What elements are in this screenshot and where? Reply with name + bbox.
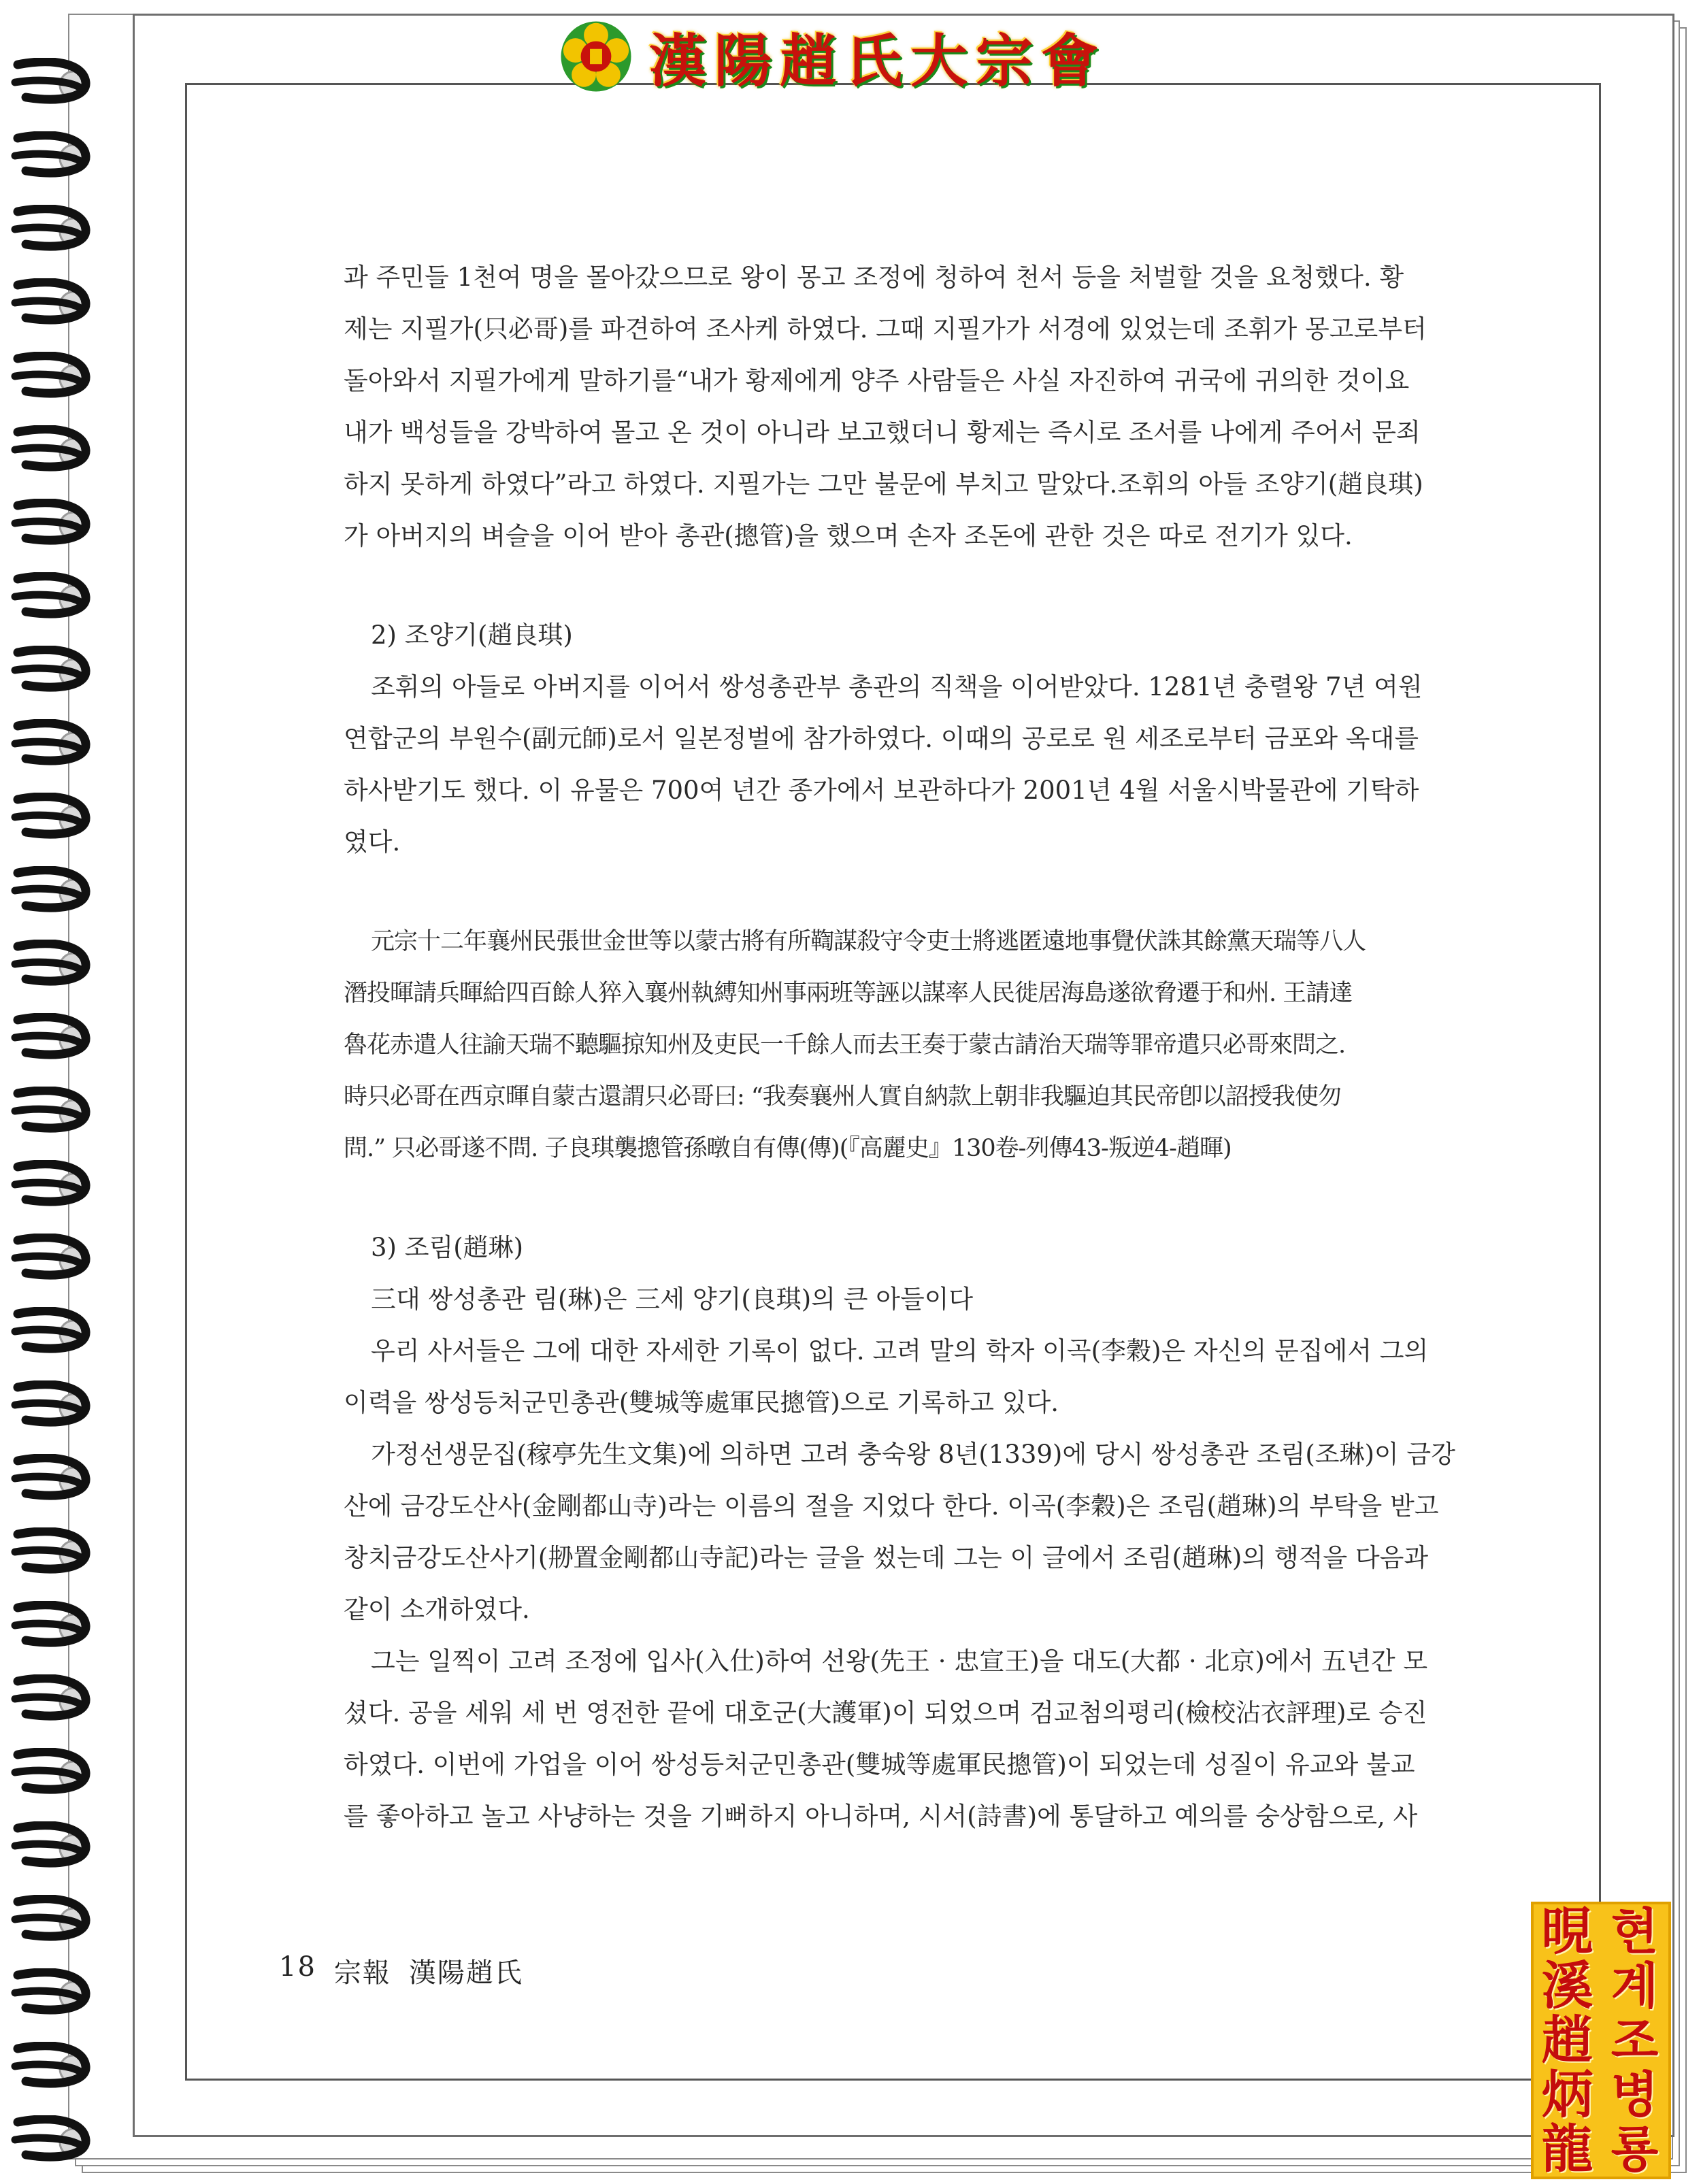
paragraph [344, 661, 1493, 868]
text-line: 조휘의 아들로 아버지를 이어서 쌍성총관부 총관의 직책을 이어받았다. 1281년 충렬왕 7년 여원 [371, 672, 1423, 701]
spiral-ring [5, 1160, 94, 1208]
spiral-ring [5, 1234, 94, 1281]
spiral-binding [0, 58, 102, 2181]
page-number: 18 [279, 1951, 316, 1983]
spiral-ring [5, 1674, 94, 1722]
text-line: 산에 금강도산사(金剛都山寺)라는 이름의 절을 지었다 한다. 이곡(李穀)은 조림(趙琳)의 부탁을 받고 [344, 1491, 1439, 1521]
clan-emblem-icon [558, 18, 634, 95]
spiral-ring [5, 1307, 94, 1355]
page-header [558, 19, 1211, 94]
seal-char: 龍 [1541, 2119, 1593, 2179]
seal-char: 조 [1611, 2012, 1659, 2069]
spiral-ring [5, 1895, 94, 1942]
seal-char: 趙 [1541, 2010, 1593, 2070]
seal-char: 溪 [1541, 1955, 1593, 2016]
spiral-ring [5, 1601, 94, 1649]
spiral-ring [5, 1748, 94, 1796]
spiral-ring [5, 58, 94, 105]
seal-char: 炳 [1541, 2064, 1593, 2125]
seal-char: 계 [1611, 1957, 1659, 2015]
paragraph-continuation [344, 252, 1493, 562]
paragraph [344, 1274, 1493, 1842]
hanmun-quotation [344, 916, 1493, 1174]
spiral-ring [5, 793, 94, 840]
text-line: 하였다. 이번에 가업을 이어 쌍성등처군민총관(雙城等處軍民摠管)이 되었는데 성질이 유교와 불교 [344, 1750, 1415, 1779]
article-body [344, 252, 1493, 1842]
page-footer [279, 1951, 523, 1990]
text-line: 우리 사서들은 그에 대한 자세한 기록이 없다. 고려 말의 학자 이곡(李穀)은 자신의 문집에서 그의 [371, 1336, 1429, 1366]
text-line: 하사받기도 했다. 이 유물은 700여 년간 종가에서 보관하다가 2001년 4월 서울시박물관에 기탁하 [344, 776, 1419, 805]
text-line: 潛投暉請兵暉給四百餘人猝入襄州執縛知州事兩班等誣以謀率人民徙居海島遂欲脅遷于和州. 王請達 [344, 980, 1353, 1007]
spiral-ring [5, 1821, 94, 1869]
seal-hanja-column [1534, 1901, 1601, 2179]
spiral-ring [5, 572, 94, 620]
spiral-ring [5, 1013, 94, 1061]
spiral-ring [5, 646, 94, 693]
spiral-ring [5, 1968, 94, 2016]
spiral-ring [5, 499, 94, 546]
spiral-ring [5, 205, 94, 252]
text-line: 창치금강도산사기(刱置金剛都山寺記)라는 글을 썼는데 그는 이 글에서 조림(趙琳)의 행적을 다음과 [344, 1543, 1429, 1572]
text-line: 셨다. 공을 세워 세 번 영전한 끝에 대호군(大護軍)이 되었으며 검교첨의평리(檢校沾衣評理)로 승진 [344, 1698, 1427, 1727]
text-line: 같이 소개하였다. [344, 1595, 530, 1624]
clan-name: 漢陽趙氏 [408, 1957, 523, 1989]
text-line: 하지 못하게 하였다”라고 하였다. 지필가는 그만 불문에 부치고 말았다.조휘의 아들 조양기(趙良琪) [344, 469, 1423, 499]
text-line: 그는 일찍이 고려 조정에 입사(入仕)하여 선왕(先王 · 忠宣王)을 대도(大都 · 北京)에서 五년간 모 [371, 1647, 1428, 1676]
spiral-ring [5, 1527, 94, 1575]
artist-seal [1531, 1902, 1671, 2179]
spiral-ring [5, 866, 94, 914]
text-line: 제는 지필가(只必哥)를 파견하여 조사케 하였다. 그때 지필가가 서경에 있었는데 조휘가 몽고로부터 [344, 314, 1427, 344]
organization-title: 漢陽趙氏大宗會 [649, 27, 1107, 95]
spiral-ring [5, 719, 94, 767]
text-line: 돌아와서 지필가에게 말하기를“내가 황제에게 양주 사람들은 사실 자진하여 귀국에 귀의한 것이요 [344, 366, 1410, 395]
seal-char: 룡 [1611, 2121, 1659, 2178]
spiral-ring [5, 425, 94, 473]
text-line: 時只必哥在西京暉自蒙古還謂只必哥曰: “我奏襄州人實自納款上朝非我驅迫其民帝卽以詔授我使勿 [344, 1083, 1341, 1110]
text-line: 가 아버지의 벼슬을 이어 받아 총관(摠管)을 했으며 손자 조돈에 관한 것은 따로 전기가 있다. [344, 521, 1353, 550]
seal-char: 현 [1611, 1903, 1659, 1960]
spiral-ring [5, 2115, 94, 2163]
seal-char: 晛 [1541, 1901, 1593, 1962]
text-line: 과 주민들 1천여 명을 몰아갔으므로 왕이 몽고 조정에 청하여 천서 등을 처벌할 것을 요청했다. 황 [344, 263, 1404, 292]
text-line: 問.” 只必哥遂不問. 子良琪襲摠管孫暾自有傳(傳)(『高麗史』130卷-列傳43-叛逆4-趙暉) [344, 1135, 1232, 1162]
spiral-ring [5, 352, 94, 399]
text-line: 元宗十二年襄州民張世金世等以蒙古將有所鞫謀殺守令吏士將逃匿遠地事覺伏誅其餘黨天瑞等八人 [371, 928, 1366, 955]
spiral-ring [5, 1454, 94, 1502]
text-line: 내가 백성들을 강박하여 몰고 온 것이 아니라 보고했더니 황제는 즉시로 조서를 나에게 주어서 문죄 [344, 418, 1421, 447]
spiral-ring [5, 940, 94, 987]
text-line: 이력을 쌍성등처군민총관(雙城等處軍民摠管)으로 기록하고 있다. [344, 1388, 1059, 1417]
publication-name: 宗報 [333, 1957, 391, 1989]
text-line: 魯花赤遣人往諭天瑞不聽驅掠知州及吏民一千餘人而去王奏于蒙古請治天瑞等罪帝遣只必哥來問之. [344, 1031, 1346, 1059]
text-line: 가정선생문집(稼亭先生文集)에 의하면 고려 충숙왕 8년(1339)에 당시 쌍성총관 조림(조琳)이 금강 [371, 1440, 1455, 1469]
spiral-ring [5, 2042, 94, 2089]
text-line: 를 좋아하고 놀고 사냥하는 것을 기뻐하지 아니하며, 시서(詩書)에 통달하고 예의를 숭상함으로, 사 [344, 1802, 1418, 1831]
section-heading: 2) 조양기(趙良琪) [371, 621, 573, 650]
spiral-ring [5, 278, 94, 326]
spiral-ring [5, 1380, 94, 1428]
spiral-ring [5, 131, 94, 179]
text-line: 三대 쌍성총관 림(琳)은 三세 양기(良琪)의 큰 아들이다 [371, 1285, 974, 1314]
text-line: 연합군의 부원수(副元師)로서 일본정벌에 참가하였다. 이때의 공로로 원 세조로부터 금포와 옥대를 [344, 724, 1419, 753]
text-line: 였다. [344, 827, 401, 857]
seal-char: 병 [1611, 2066, 1659, 2123]
spiral-ring [5, 1087, 94, 1134]
section-heading: 3) 조림(趙琳) [371, 1233, 524, 1262]
seal-hangul-column [1601, 1904, 1668, 2177]
